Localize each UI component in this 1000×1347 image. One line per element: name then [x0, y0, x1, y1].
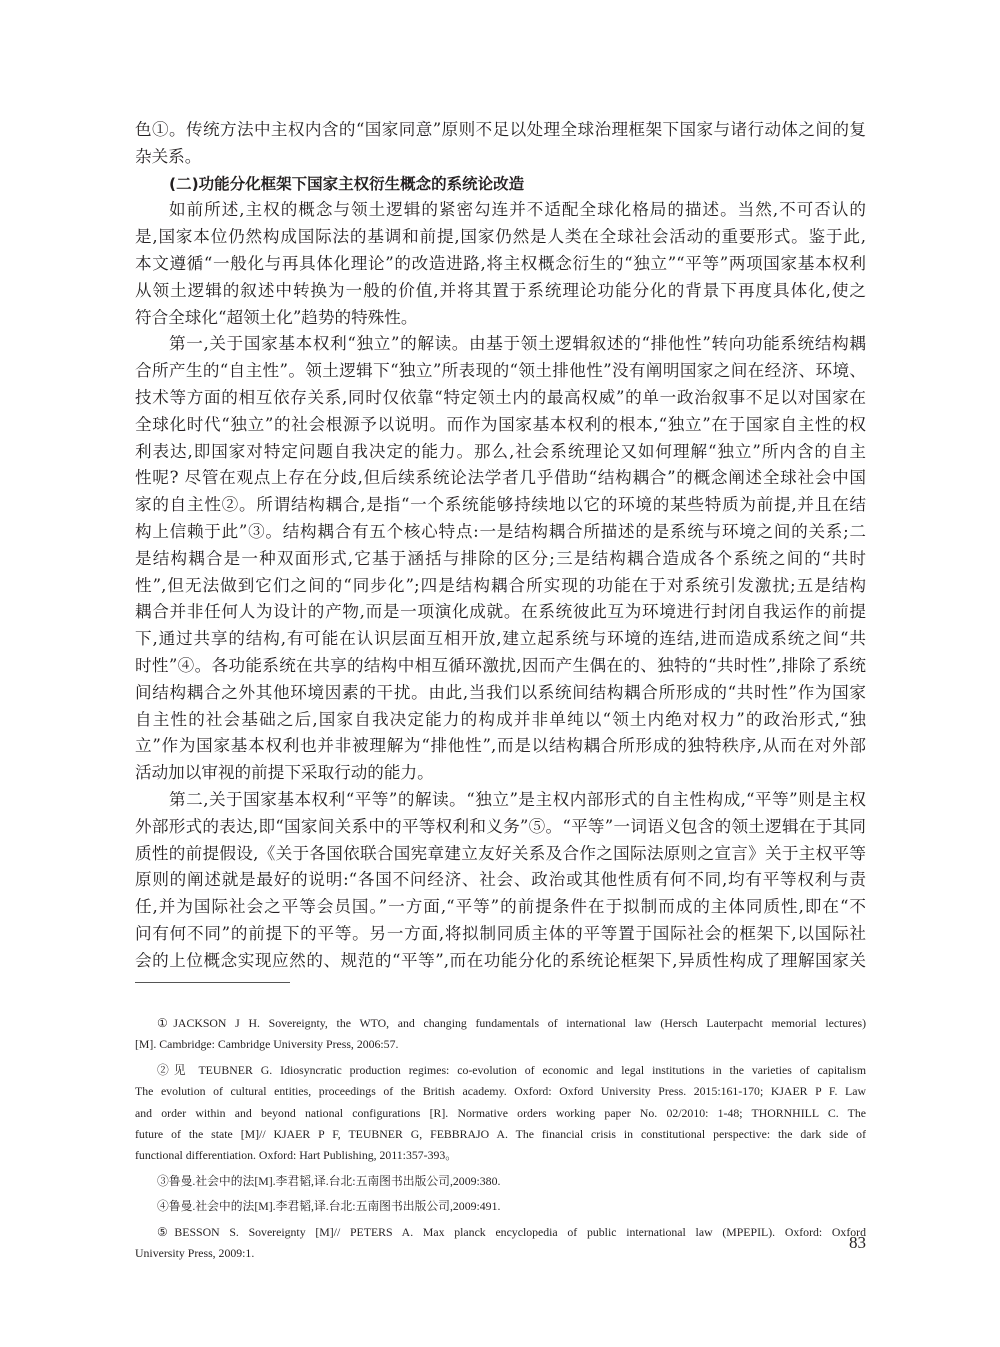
text-line: 活动加以审视的前提下采取行动的能力。 [135, 763, 434, 783]
text-line: 自主性的社会基础之后,国家自我决定能力的构成并非单纯以“领土内绝对权力”的政治形式,“独 [135, 709, 866, 729]
paragraph [135, 197, 866, 331]
footnote-line: University Press, 2009:1. [135, 1245, 255, 1260]
text-line: 耦合并非任何人为设计的产物,而是一项演化成就。在系统彼此互为环境进行封闭自我运作的前提 [135, 602, 866, 622]
text-line: 外部形式的表达,即“国家间关系中的平等权利和义务”⑤。“平等”一词语义包含的领土逻辑在于其同 [135, 816, 866, 836]
text-line: 性”,但无法做到它们之间的“同步化”;四是结构耦合所实现的功能在于对系统引发激扰;五是结构 [135, 575, 866, 595]
text-line: 如前所述,主权的概念与领土逻辑的紧密勾连并不适配全球化格局的描述。当然,不可否认的 [169, 200, 866, 220]
text-line: 技术等方面的相互依存关系,同时仅依靠“特定领土内的最高权威”的单一政治叙事不足以对国家在 [135, 387, 866, 407]
text-line: 下,通过共享的结构,有可能在认识层面互相开放,建立起系统与环境的连结,进而造成系统之间“共 [135, 629, 866, 649]
paragraph [135, 787, 866, 975]
body-text [135, 117, 866, 975]
text-line: 间结构耦合之外其他环境因素的干扰。由此,当我们以系统间结构耦合所形成的“共时性”作为国家 [135, 682, 866, 702]
text-line: 第一,关于国家基本权利“独立”的解读。由基于领土逻辑叙述的“排他性”转向功能系统结构耦 [169, 334, 866, 354]
footnote [135, 1060, 866, 1167]
text-line: 会的上位概念实现应然的、规范的“平等”,而在功能分化的系统论框架下,异质性构成了理解国家关 [135, 950, 866, 970]
text-line: 合所产生的“自主性”。领土逻辑下“独立”所表现的“领土排他性”没有阐明国家之间在经济、环境、 [135, 361, 866, 381]
footnote [135, 1171, 866, 1192]
footnote-line: and order within and beyond national configurations [R]. Normative orders working paper No. 02/2010: 1-48; THORNHILL C. The [135, 1105, 866, 1120]
footnote-line: The evolution of cultural entities, proceedings of the British academy. Oxford: Oxford University Press. 2015:161-170; KJAER P F. Law [135, 1084, 866, 1099]
paragraph [135, 331, 866, 787]
text-line: 利表达,即国家对特定问题自我决定的能力。那么,社会系统理论又如何理解“独立”所内含的自主 [135, 441, 866, 461]
text-line: 原则的阐述就是最好的说明:“各国不问经济、社会、政治或其他性质有何不同,均有平等权利与责 [135, 870, 866, 890]
footnote-line: ④鲁曼.社会中的法[M].李君韬,译.台北:五南图书出版公司,2009:491. [157, 1199, 501, 1214]
text-line: 任,并为国际社会之平等会员国。”一方面,“平等”的前提条件在于拟制而成的主体同质性,即在“不 [135, 897, 866, 917]
text-line: 性呢? 尽管在观点上存在分歧,但后续系统论法学者几乎借助“结构耦合”的概念阐述全球社会中国 [135, 468, 866, 488]
footnote-line: ①JACKSON J H. Sovereignty, the WTO, and changing fundamentals of international law (Hersch Lauterpacht memorial lectures) [157, 1016, 866, 1030]
text-line: 从领土逻辑的叙述中转换为一般的价值,并将其置于系统理论功能分化的背景下再度具体化,使之 [135, 280, 866, 300]
footnote [135, 1222, 866, 1265]
page-number: 83 [849, 1233, 866, 1252]
text-line: 第二,关于国家基本权利“平等”的解读。“独立”是主权内部形式的自主性构成,“平等”则是主权 [169, 789, 866, 809]
text-line: 全球化时代“独立”的社会根源予以说明。而作为国家基本权利的根本,“独立”在于国家自主性的权 [135, 414, 866, 434]
text-line: 问有何不同”的前提下的平等。另一方面,将拟制同质主体的平等置于国际社会的框架下,以国际社 [135, 923, 866, 943]
footnote [135, 1196, 866, 1217]
section-heading [135, 171, 866, 198]
footnotes [135, 1013, 866, 1264]
text-line: 本文遵循“一般化与再具体化理论”的改造进路,将主权概念衍生的“独立”“平等”两项国家基本权利 [135, 253, 866, 273]
footnote-line: [M]. Cambridge: Cambridge University Press, 2006:57. [135, 1037, 399, 1052]
footnote-divider [135, 982, 290, 983]
footnote-line: ②见 TEUBNER G. Idiosyncratic production regimes: co-evolution of economic and legal institutions in the varieties of capitalism [157, 1062, 866, 1077]
text-line: 杂关系。 [135, 146, 202, 166]
footnote-line: functional differentiation. Oxford: Hart Publishing, 2011:357-393。 [135, 1148, 458, 1163]
footnote-line: future of the state [M]// KJAER P F, TEUBNER G, FEBBRAJO A. The financial crisis in constitutional perspective: the dark side of [135, 1126, 866, 1141]
text-line: 色①。传统方法中主权内含的“国家同意”原则不足以处理全球治理框架下国家与诸行动体之间的复 [135, 120, 866, 139]
text-line: 时性”④。各功能系统在共享的结构中相互循环激扰,因而产生偶在的、独特的“共时性”,排除了系统 [135, 655, 866, 675]
text-line: 构上信赖于此”③。结构耦合有五个核心特点:一是结构耦合所描述的是系统与环境之间的关系;二 [135, 521, 866, 541]
footnote-line: ⑤BESSON S. Sovereignty [M]// PETERS A. Max planck encyclopedia of public international law (MPEPIL). Oxford: Oxford [157, 1224, 866, 1239]
text-line: 是,国家本位仍然构成国际法的基调和前提,国家仍然是人类在全球社会活动的重要形式。鉴于此, [135, 227, 866, 247]
text-line: (二)功能分化框架下国家主权衍生概念的系统论改造 [169, 174, 525, 193]
text-line: 立”作为国家基本权利也并非被理解为“排他性”,而是以结构耦合所形成的独特秩序,从而在对外部 [135, 736, 866, 756]
footnote-line: ③鲁曼.社会中的法[M].李君韬,译.台北:五南图书出版公司,2009:380. [157, 1173, 501, 1188]
paragraph [135, 117, 866, 171]
footnote [135, 1013, 866, 1056]
text-line: 是结构耦合是一种双面形式,它基于涵括与排除的区分;三是结构耦合造成各个系统之间的“共时 [135, 548, 866, 568]
text-line: 家的自主性②。所谓结构耦合,是指“一个系统能够持续地以它的环境的某些特质为前提,并且在结 [135, 495, 866, 515]
text-line: 质性的前提假设,《关于各国依联合国宪章建立友好关系及合作之国际法原则之宣言》关于主权平等 [135, 843, 866, 863]
text-line: 符合全球化“超领土化”趋势的特殊性。 [135, 307, 418, 327]
